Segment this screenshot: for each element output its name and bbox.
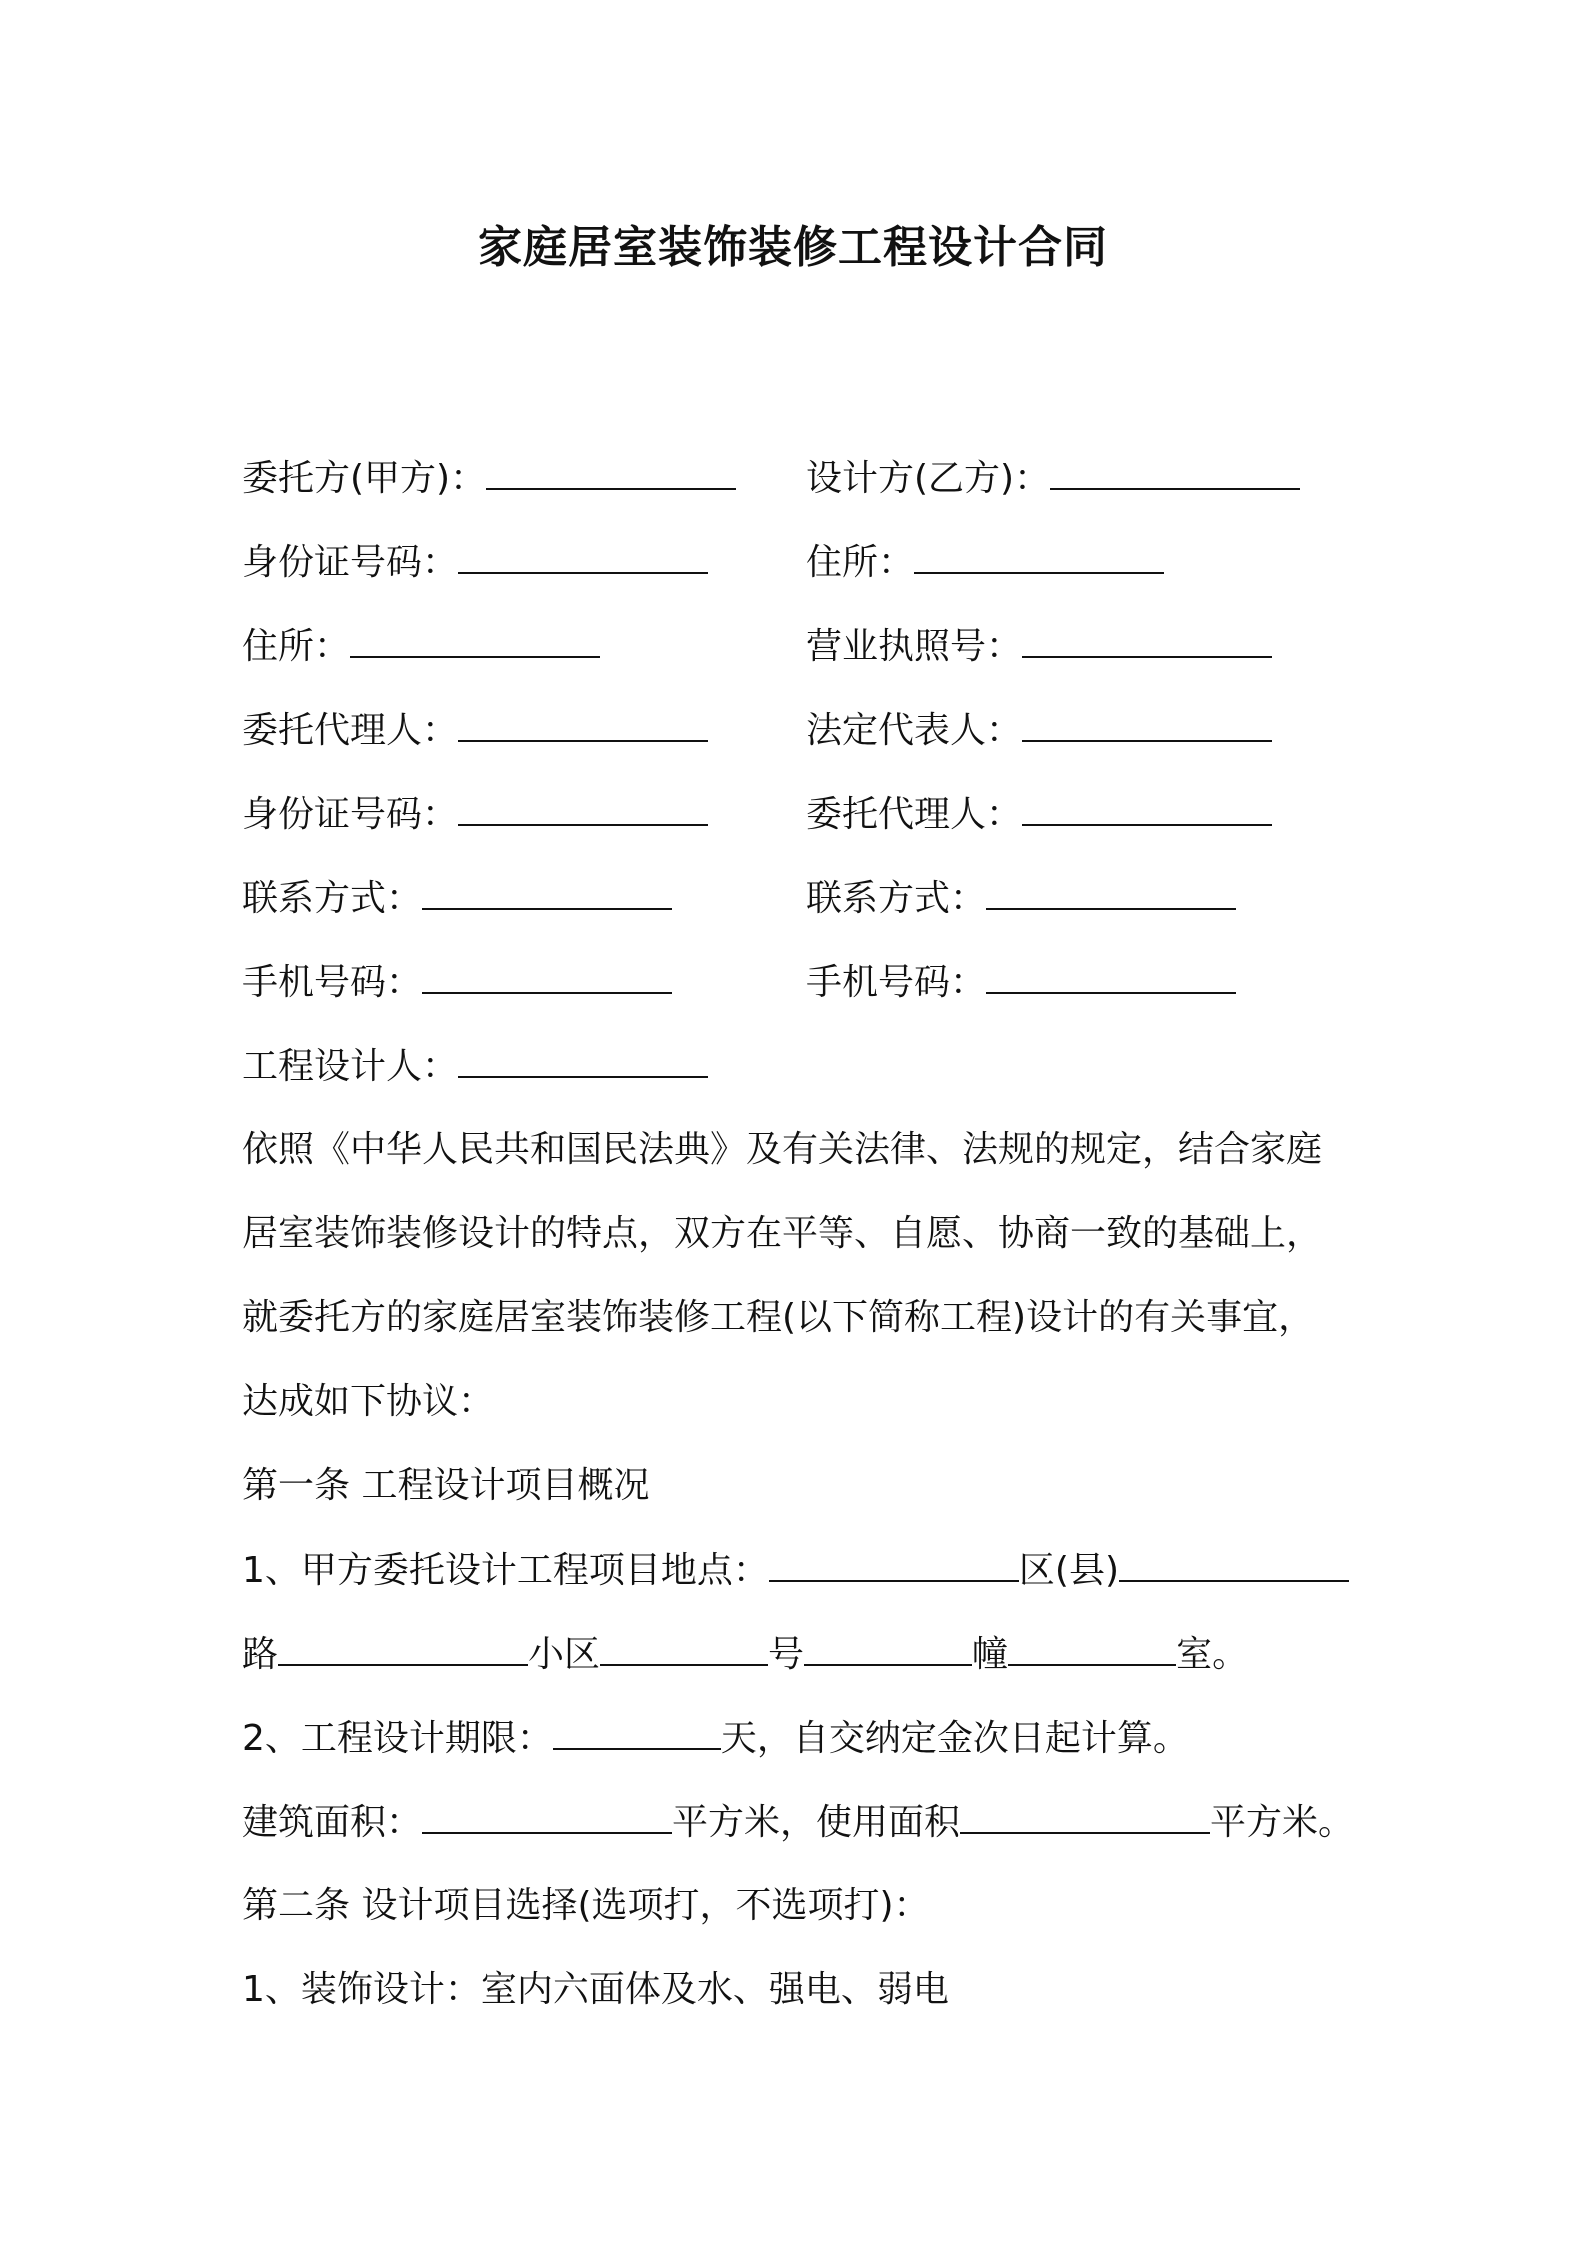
- document-title: 家庭居室装饰装修工程设计合同: [478, 222, 1108, 273]
- party-a-id-blank[interactable]: [458, 532, 708, 574]
- party-b-agent-label: 委托代理人：: [806, 794, 1023, 835]
- road-blank[interactable]: [278, 1624, 528, 1666]
- party-b-legal-rep-row: [806, 700, 1272, 761]
- party-a-address-blank[interactable]: [350, 616, 600, 658]
- party-a-address-label: 住所：: [242, 626, 351, 667]
- preamble-line: 居室装饰装修设计的特点，双方在平等、自愿、协商一致的基础上，: [242, 1213, 1323, 1254]
- party-b-address-label: 住所：: [806, 542, 915, 583]
- road-label: 路: [242, 1634, 279, 1675]
- party-a-contact-blank[interactable]: [422, 868, 672, 910]
- article1-item1-row: [242, 1540, 1349, 1601]
- party-b-address-blank[interactable]: [914, 532, 1164, 574]
- party-a-agent-row: [242, 700, 708, 761]
- party-a-mobile-label: 手机号码：: [242, 962, 423, 1003]
- party-a-agent-id-blank[interactable]: [458, 784, 708, 826]
- district-label: 区(县): [1018, 1550, 1119, 1591]
- party-a-designer-blank[interactable]: [458, 1036, 708, 1078]
- article1-heading: 第一条 工程设计项目概况: [242, 1465, 650, 1506]
- article2-item1: 1、装饰设计：室内六面体及水、强电、弱电: [242, 1969, 949, 2010]
- district-blank[interactable]: [769, 1540, 1019, 1582]
- party-a-client-row: [242, 448, 736, 509]
- party-a-client-blank[interactable]: [486, 448, 736, 490]
- party-b-contact-blank[interactable]: [986, 868, 1236, 910]
- building-blank[interactable]: [1008, 1624, 1176, 1666]
- party-a-agent-id-label: 身份证号码：: [242, 794, 459, 835]
- community-label: 小区: [528, 1634, 601, 1675]
- design-period-label: 2、工程设计期限：: [242, 1718, 553, 1759]
- party-b-designer-row: [806, 448, 1300, 509]
- party-a-id-label: 身份证号码：: [242, 542, 459, 583]
- party-b-designer-label: 设计方(乙方)：: [806, 458, 1051, 499]
- party-b-agent-blank[interactable]: [1022, 784, 1272, 826]
- party-b-mobile-row: [806, 952, 1236, 1013]
- number-label: 号: [768, 1634, 805, 1675]
- number-blank[interactable]: [804, 1624, 972, 1666]
- party-b-license-blank[interactable]: [1022, 616, 1272, 658]
- party-b-agent-row: [806, 784, 1272, 845]
- usable-area-label: 平方米，使用面积: [672, 1802, 961, 1843]
- usable-area-blank[interactable]: [960, 1792, 1210, 1834]
- county-blank[interactable]: [1119, 1540, 1349, 1582]
- party-b-license-row: [806, 616, 1272, 677]
- party-b-legal-rep-blank[interactable]: [1022, 700, 1272, 742]
- party-b-mobile-label: 手机号码：: [806, 962, 987, 1003]
- room-label: 室。: [1176, 1634, 1249, 1675]
- party-a-contact-label: 联系方式：: [242, 878, 423, 919]
- party-b-mobile-blank[interactable]: [986, 952, 1236, 994]
- party-b-contact-row: [806, 868, 1236, 929]
- building-area-blank[interactable]: [422, 1792, 672, 1834]
- party-b-address-row: [806, 532, 1164, 593]
- building-area-label: 建筑面积：: [242, 1802, 423, 1843]
- building-label: 幢: [972, 1634, 1009, 1675]
- preamble-line: 就委托方的家庭居室装饰装修工程(以下简称工程)设计的有关事宜，: [242, 1297, 1315, 1338]
- party-a-address-row: [242, 616, 600, 677]
- party-a-designer-label: 工程设计人：: [242, 1046, 459, 1087]
- preamble-line: 依照《中华人民共和国民法典》及有关法律、法规的规定，结合家庭: [242, 1129, 1323, 1170]
- article1-address-row: [242, 1624, 1248, 1685]
- design-period-suffix: 天，自交纳定金次日起计算。: [720, 1718, 1189, 1759]
- party-a-agent-blank[interactable]: [458, 700, 708, 742]
- party-a-client-label: 委托方(甲方)：: [242, 458, 487, 499]
- party-a-designer-row: [242, 1036, 708, 1097]
- community-blank[interactable]: [600, 1624, 768, 1666]
- article1-area-row: [242, 1792, 1354, 1853]
- party-a-id-row: [242, 532, 708, 593]
- party-b-contact-label: 联系方式：: [806, 878, 987, 919]
- article1-item2-row: [242, 1708, 1189, 1769]
- article2-heading: 第二条 设计项目选择(选项打，不选项打)：: [242, 1885, 930, 1926]
- article1-item1-label: 1、甲方委托设计工程项目地点：: [242, 1550, 769, 1591]
- party-b-license-label: 营业执照号：: [806, 626, 1023, 667]
- party-b-designer-blank[interactable]: [1050, 448, 1300, 490]
- area-unit-label: 平方米。: [1210, 1802, 1355, 1843]
- party-a-agent-label: 委托代理人：: [242, 710, 459, 751]
- design-period-blank[interactable]: [553, 1708, 721, 1750]
- party-a-agent-id-row: [242, 784, 708, 845]
- party-a-mobile-row: [242, 952, 672, 1013]
- party-a-contact-row: [242, 868, 672, 929]
- party-a-mobile-blank[interactable]: [422, 952, 672, 994]
- party-b-legal-rep-label: 法定代表人：: [806, 710, 1023, 751]
- preamble-line: 达成如下协议：: [242, 1381, 495, 1422]
